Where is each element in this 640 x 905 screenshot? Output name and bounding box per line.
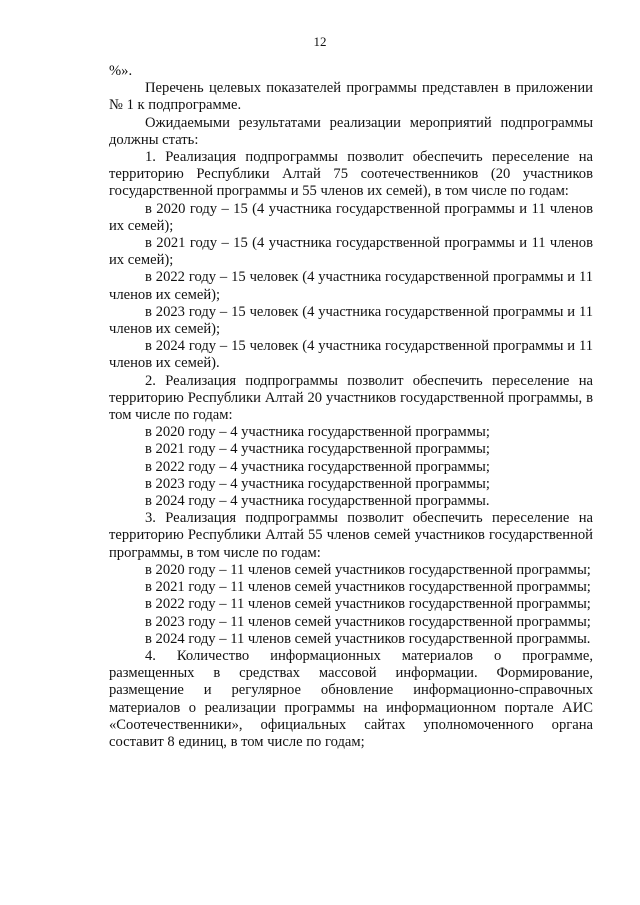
paragraph-result-4: 4. Количество информационных материалов о программе, размещенных в средствах массовой информации. Формирование, размещение и регулярное обновление информационно-справочных материалов о реализации программы на информационном портале АИС «Соотечественники», официальных сайтах уполномоченного органа составит 8 единиц, в том числе по годам; (109, 647, 593, 750)
paragraph-expected-results-intro: Ожидаемыми результатами реализации мероприятий подпрограммы должны стать: (109, 114, 593, 148)
paragraph-result-1-year-2021: в 2021 году – 15 (4 участника государственной программы и 11 членов их семей); (109, 235, 593, 269)
document-body (109, 63, 593, 751)
paragraph-result-2-year-2024: в 2024 году – 4 участника государственной программы. (145, 493, 490, 510)
paragraph-result-3-year-2020: в 2020 году – 11 членов семей участников государственной программы; (145, 561, 591, 578)
paragraph-result-1: 1. Реализация подпрограммы позволит обеспечить переселение на территорию Республики Алтай 75 соотечественников (20 участников государственной программы и 55 членов их семей), в том числе по годам: (109, 149, 593, 200)
paragraph-result-1-year-2024: в 2024 году – 15 человек (4 участника государственной программы и 11 членов их семей). (109, 338, 593, 372)
paragraph-result-3-year-2021: в 2021 году – 11 членов семей участников государственной программы; (145, 579, 591, 596)
paragraph-result-3: 3. Реализация подпрограммы позволит обеспечить переселение на территорию Республики Алтай 55 членов семей участников государственной программы, в том числе по годам: (109, 510, 593, 561)
paragraph-continuation: %». (109, 63, 133, 79)
page-number: 12 (313, 34, 327, 49)
paragraph-result-1-year-2023: в 2023 году – 15 человек (4 участника государственной программы и 11 членов их семей); (109, 303, 593, 338)
paragraph-result-3-year-2022: в 2022 году – 11 членов семей участников государственной программы; (145, 596, 591, 613)
paragraph-result-2-year-2021: в 2021 году – 4 участника государственной программы; (145, 441, 490, 458)
paragraph-result-2: 2. Реализация подпрограммы позволит обеспечить переселение на территорию Республики Алтай 20 участников государственной программы, в том числе по годам: (109, 372, 593, 424)
paragraph-result-2-year-2023: в 2023 году – 4 участника государственной программы; (145, 475, 490, 492)
paragraph-result-2-year-2020: в 2020 году – 4 участника государственной программы; (145, 424, 490, 441)
paragraph-result-1-year-2022: в 2022 году – 15 человек (4 участника государственной программы и 11 членов их семей); (109, 269, 593, 303)
paragraph-result-2-year-2022: в 2022 году – 4 участника государственной программы; (145, 458, 490, 475)
paragraph-result-3-year-2023: в 2023 году – 11 членов семей участников государственной программы; (145, 613, 591, 630)
paragraph-result-1-year-2020: в 2020 году – 15 (4 участника государственной программы и 11 членов их семей); (109, 200, 593, 234)
paragraph-result-3-year-2024: в 2024 году – 11 членов семей участников государственной программы. (145, 630, 591, 647)
paragraph-indicators-reference: Перечень целевых показателей программы представлен в приложении № 1 к подпрограмме. (109, 80, 593, 114)
